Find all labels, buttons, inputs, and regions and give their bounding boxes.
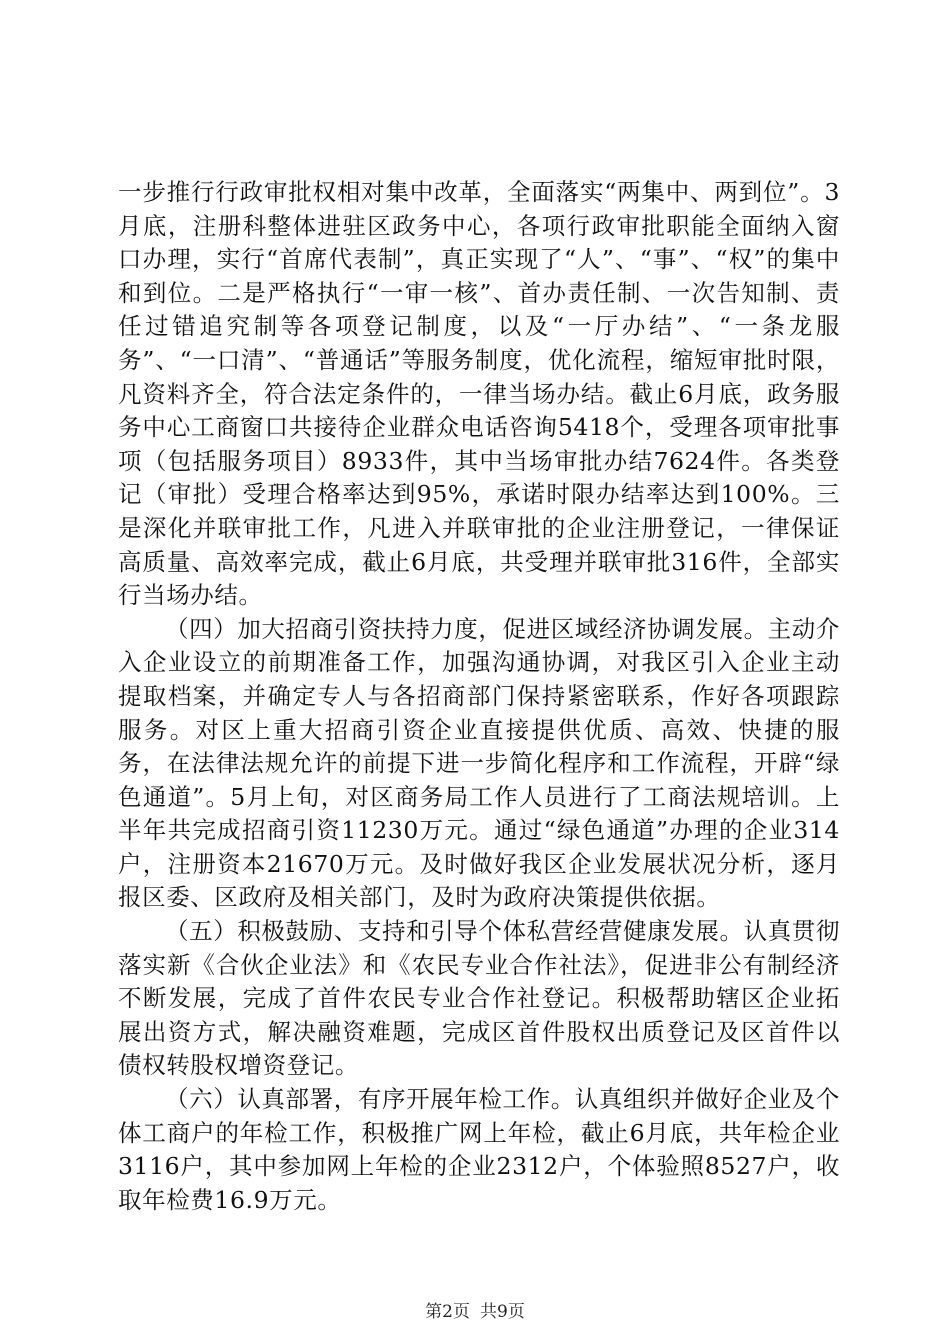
page-footer [0, 1300, 950, 1324]
document-body [118, 176, 840, 1217]
paragraph-continued-reform: 一步推行行政审批权相对集中改革，全面落实“两集中、两到位”。3月底，注册科整体进驻区政务中心，各项行政审批职能全面纳入窗口办理，实行“首席代表制”，真正实现了“人”、“事”、“权”的集中和到位。二是严格执行“一审一核”、首办责任制、一次告知制、责任过错追究制等各项登记制度，以及“一厅办结”、“一条龙服务”、“一口清”、“普通话”等服务制度，优化流程，缩短审批时限，凡资料齐全，符合法定条件的，一律当场办结。截止6月底，政务服务中心工商窗口共接待企业群众电话咨询5418个，受理各项审批事项（包括服务项目）8933件，其中当场审批办结7624件。各类登记（审批）受理合格率达到95%，承诺时限办结率达到100%。三是深化并联审批工作，凡进入并联审批的企业注册登记，一律保证高质量、高效率完成，截止6月底，共受理并联审批316件，全部实行当场办结。 [118, 178, 840, 610]
paragraph-investment-support: （四）加大招商引资扶持力度，促进区域经济协调发展。主动介入企业设立的前期准备工作，加强沟通协调，对我区引入企业主动提取档案，并确定专人与各招商部门保持紧密联系，作好各项跟踪服务。对区上重大招商引资企业直接提供优质、高效、快捷的服务，在法律法规允许的前提下进一步简化程序和工作流程，开辟“绿色通道”。5月上旬，对区商务局工作人员进行了工商法规培训。上半年共完成招商引资11230万元。通过“绿色通道”办理的企业314户，注册资本21670万元。及时做好我区企业发展状况分析，逐月报区委、区政府及相关部门，及时为政府决策提供依据。 [118, 614, 840, 912]
page-number: 第2页 [425, 1302, 470, 1322]
page-total: 共9页 [480, 1302, 525, 1322]
paragraph-private-business: （五）积极鼓励、支持和引导个体私营经营健康发展。认真贯彻落实新《合伙企业法》和《农民专业合作社法》，促进非公有制经济不断发展，完成了首件农民专业合作社登记。积极帮助辖区企业拓展出资方式，解决融资难题，完成区首件股权出质登记及区首件以债权转股权增资登记。 [118, 917, 840, 1080]
paragraph-annual-inspection: （六）认真部署，有序开展年检工作。认真组织并做好企业及个体工商户的年检工作，积极推广网上年检，截止6月底，共年检企业3116户，其中参加网上年检的企业2312户，个体验照8527户，收取年检费16.9万元。 [118, 1085, 840, 1214]
